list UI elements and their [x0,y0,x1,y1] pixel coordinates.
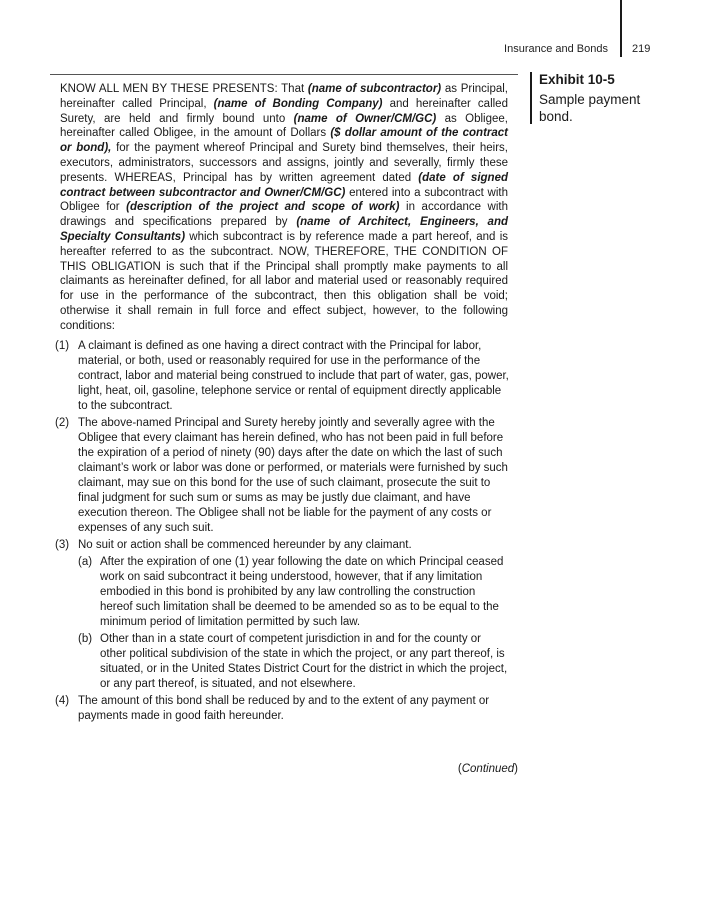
condition-item [55,416,510,536]
page-number: 219 [632,43,651,55]
running-header-section: Insurance and Bonds [504,43,608,55]
condition-item [55,694,510,724]
condition-item [55,538,510,692]
continued-open: ( [457,763,462,775]
placeholder-field: (name of subcontractor) [307,83,442,95]
sub-condition-letter: (b) [78,633,93,645]
intro-text: in accordance with drawings and specifications prepared by [60,201,509,229]
top-rule [50,74,518,75]
exhibit-rule [530,72,532,124]
intro-text: and hereinafter called Surety, are held and firmly bound unto [60,97,508,125]
intro-text: which subcontract is by reference made a part hereof, and is hereafter referred to as the subcontract. NOW, THEREFORE, THE CONDITION OF THIS OBLIGATION is such that if the Principal shall promptly make payments to all claimants as hereinafter defined, for all labor and material used or reasonably required for use in the performance of the subcontract, then this obligation shall be void; otherwise it shall remain in full force and effect subject, however, to the following conditions: [60,230,508,332]
condition-item [55,339,510,414]
continued-close: ) [514,763,518,775]
placeholder-field: (description of the project and scope of work) [126,201,400,214]
placeholder-field: ($ dollar amount of the contract or bond), [60,127,509,155]
intro-text: for the payment whereof Principal and Surety bind themselves, their heirs, executors, administrators, successors and assigns, jointly and severally, firmly these presents. WHEREAS, Principal has by written agreement dated [60,142,508,184]
placeholder-field: (name of Architect, Engineers, and Specialty Consultants) [60,216,508,243]
condition-number: (2) [55,417,70,429]
intro-text: KNOW ALL MEN BY THESE PRESENTS: That [60,83,308,95]
placeholder-field: (name of Owner/CM/GC) [293,112,437,125]
condition-text: The amount of this bond shall be reduced by and to the extent of any payment or payments made in good faith hereunder. [78,695,490,722]
exhibit-caption: Sample payment bond. [539,92,641,124]
intro-text: entered into a subcontract with Obligee for [60,186,508,214]
condition-number: (1) [55,340,70,352]
condition-text: No suit or action shall be commenced hereunder by any claimant. [78,539,412,551]
continued-word: Continued [461,763,515,775]
header-divider [620,0,622,57]
condition-number: (3) [55,539,70,551]
conditions-list [55,339,510,726]
condition-text: The above-named Principal and Surety hereby jointly and severally agree with the Obligee that every claimant has herein defined, who has not been paid in full before the expiration of a period of ninety (90) days after the date on which the last of such claimant’s work or labor was done or performed, or materials were furnished by such claimant, may sue on this bond for the use of such claimant, prosecute the suit to final judgment for such sum or sums as may be justly due claimant, and have execution thereon. The Obligee shall not be liable for the payment of any costs or expenses of any such suit. [78,417,508,534]
sub-condition-text: Other than in a state court of competent jurisdiction in and for the county or other political subdivision of the state in which the project, or any part thereof, is situated, or in the United States District Court for the district in which the project, or any part thereof, is situated, and not elsewhere. [100,633,508,690]
placeholder-field: (date of signed contract between subcontractor and Owner/CM/GC) [60,171,508,199]
sub-condition-item [78,632,510,692]
exhibit-title: Exhibit 10-5 [539,72,615,87]
sub-condition-letter: (a) [78,556,93,568]
placeholder-field: (name of Bonding Company) [213,97,383,110]
intro-text: as Obligee, hereinafter called Obligee, in the amount of Dollars [60,112,508,140]
sub-condition-text: After the expiration of one (1) year following the date on which Principal ceased work on said subcontract it being understood, however, that if any limitation embodied in this bond is prohibited by any law controlling the construction hereof such limitation shall be deemed to be amended so as to be equal to the minimum period of limitation permitted by such law. [100,556,504,628]
condition-text: A claimant is defined as one having a direct contract with the Principal for labor, material, or both, used or reasonably required for use in the performance of the contract, labor and material being construed to include that part of water, gas, power, light, heat, oil, gasoline, telephone service or rental of equipment directly applicable to the subcontract. [78,340,509,412]
sub-condition-item [78,555,510,630]
continued-note [440,763,518,775]
bond-intro [60,82,508,334]
intro-text: as Principal, hereinafter called Principal, [60,83,508,110]
intro-paragraph [60,82,508,334]
condition-number: (4) [55,695,70,707]
